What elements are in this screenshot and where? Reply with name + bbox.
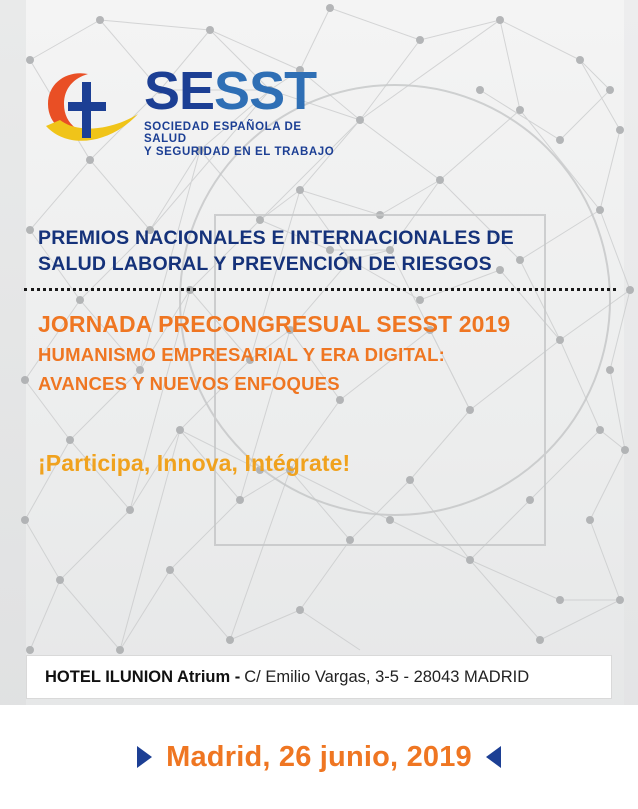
sesst-logo-subtitle-line1: SOCIEDAD ESPAÑOLA DE SALUD: [144, 121, 302, 145]
right-triangle-icon: [137, 746, 152, 768]
date-line: [137, 741, 501, 774]
sesst-swirl-logo-icon: [38, 64, 146, 156]
dotted-divider: [24, 288, 616, 291]
venue-name: HOTEL ILUNION Atrium -: [45, 667, 241, 686]
jornada-subtitle-line1: HUMANISMO EMPRESARIAL Y ERA DIGITAL:: [38, 344, 446, 365]
awards-headline: [38, 225, 598, 277]
sesst-wordmark-dark: SE: [144, 61, 215, 121]
jornada-title: JORNADA PRECONGRESUAL SESST 2019: [38, 311, 511, 337]
venue-bar: [26, 655, 612, 699]
left-triangle-icon: [486, 746, 501, 768]
jornada-subtitle-line2: AVANCES Y NUEVOS ENFOQUES: [38, 373, 340, 394]
venue-address: C/ Emilio Vargas, 3-5 - 28043 MADRID: [244, 667, 530, 686]
awards-headline-line2: SALUD LABORAL Y PREVENCIÓN DE RIESGOS: [38, 253, 492, 275]
event-date: Madrid, 26 junio, 2019: [166, 740, 472, 773]
sesst-wordmark-light: SST: [214, 61, 317, 121]
sesst-wordmark: [144, 62, 338, 120]
sesst-logo-subtitle-line2: Y SEGURIDAD EN EL TRABAJO: [144, 146, 335, 158]
date-strip: [0, 705, 638, 809]
sesst-logo: [38, 62, 338, 172]
slogan: ¡Participa, Innova, Intégrate!: [38, 450, 351, 476]
jornada-block: [38, 310, 608, 396]
sesst-logo-text: [144, 62, 338, 158]
awards-headline-line1: PREMIOS NACIONALES E INTERNACIONALES DE: [38, 227, 514, 249]
